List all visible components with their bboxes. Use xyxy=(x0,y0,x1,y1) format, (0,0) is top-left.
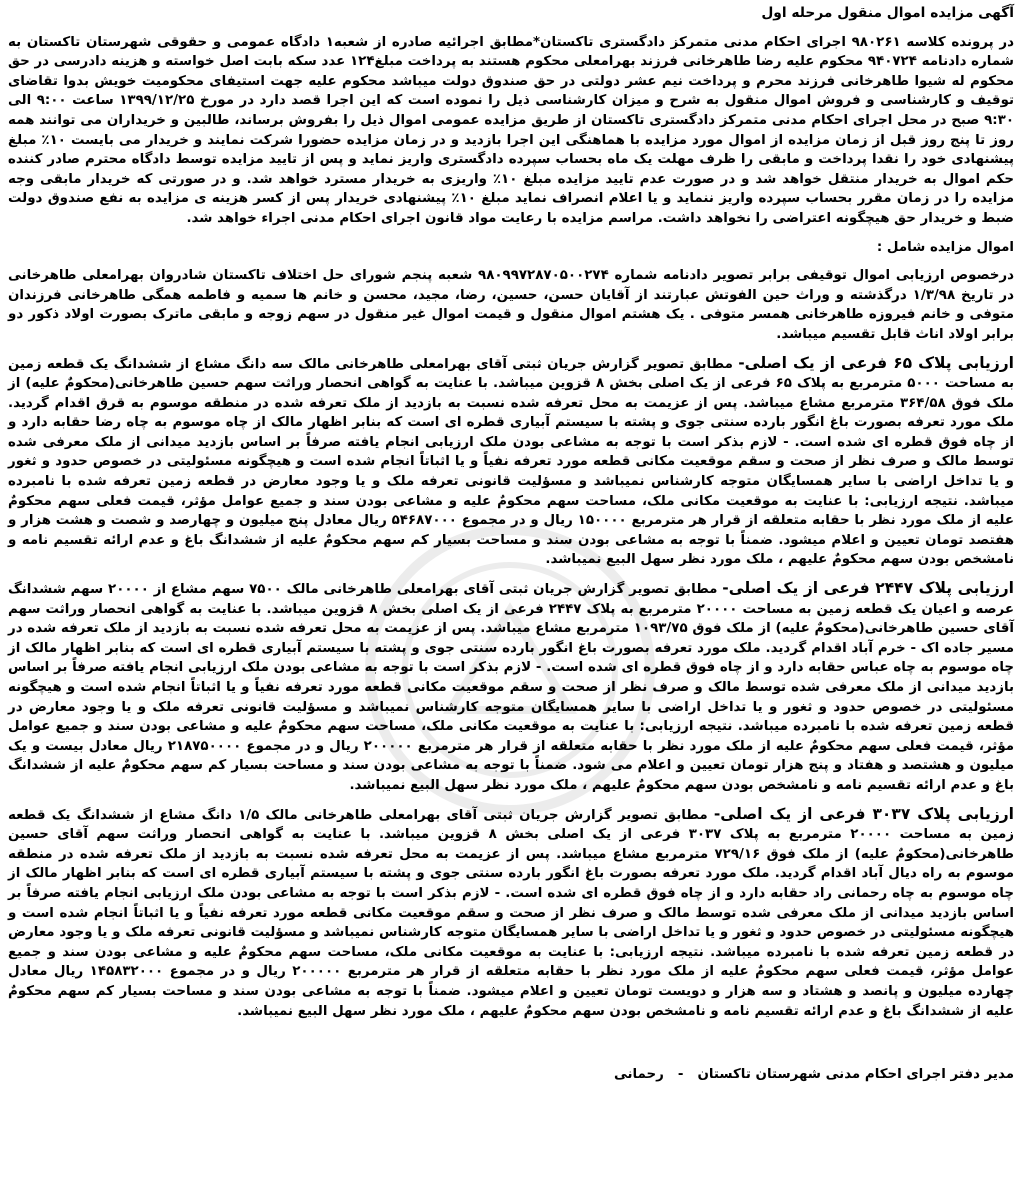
plot-body: مطابق تصویر گزارش جریان ثبتی آقای بهرامعلی طاهرخانی مالک سه دانگ مشاع از ششدانگ یک قطعه زمین به مساحت ۵۰۰۰ مترمربع به پلاک ۶۵ فرعی از یک اصلی بخش ۸ قزوین میباشد. با عنایت به گواهی انحصار وراثت سهم حسین طاهرخانی(محکومٌ علیه) از ملک فوق ۳۶۴/۵۸ مترمربع مشاع میباشد. پس از عزیمت به محل تعرفه شده نسبت به بازدید از ملک تعرفه شده در منطقه موسوم به قرق اقدام گردید. ملک مورد تعرفه بصورت باغ انگور بارده سنتی جوی و پشته با سیستم آبیاری قطره ای است که بنابر اظهار مالک از چاه موسوم به چاه رضا حقابه دارد و از چاه فوق قطره ای شده است. - لازم بذکر است با توجه به مشاعی بودن ملک ارزیابی انجام یافته صرفاً بر اساس بازدید میدانی از ملک معرفی شده توسط مالک و صرف نظر از صحت و سقم موقعیت مکانی قطعه مورد تعرفه نفیاً و یا اثباتاً انجام شده است و هیچگونه مسئولیتی در خصوص حدود و ثغور و یا تداخل اراضی با سایر همسایگان متوجه کارشناس نمیباشد و مسؤلیت قانونی تعرفه ملک و یا وجود معارض در قطعه زمین تعرفه شده با نامبرده میباشد. نتیجه ارزیابی: با عنایت به موقعیت مکانی ملک، مساحت سهم محکومٌ علیه و مشاعی بودن سند و جمیع عوامل مؤثر، قیمت فعلی سهم محکومٌ علیه از ملک مورد نظر با حقابه متعلقه از قرار هر مترمربع ۱۵۰۰۰۰ ریال و در مجموع ۵۴۶۸۷۰۰۰ ریال معادل پنج میلیون و چهارصد و شصت و هشت هزار و هفتصد تومان تعیین و اعلام میشود. ضمناً با توجه به مشاعی بودن سند و مساحت بسیار کم سهم محکومٌ علیه از ششدانگ باغ و عدم ارائه تقسیم نامه و نامشخص بودن سهم محکومٌ علیهم ، ملک مورد نظر سهل البیع نمیباشد. xyxy=(8,356,1015,568)
signature-office: مدیر دفتر اجرای احکام مدنی شهرستان تاکستان xyxy=(697,1067,1014,1083)
plot-title: ارزیابی پلاک ۶۵ فرعی از یک اصلی- xyxy=(738,353,1014,372)
inheritance-paragraph: درخصوص ارزیابی اموال توقیفی برابر تصویر دادنامه شماره ۹۸۰۹۹۷۲۸۷۰۵۰۰۲۷۴ شعبه پنجم شورای حل اختلاف تاکستان شادروان بهرامعلی طاهرخانی در تاریخ ۱/۳/۹۸ درگذشته و وراث حین الفوتش عبارتند از آقایان حسن، حسین، رضا، مجید، محسن و خانم ها سمیه و فاطمه همگی طاهرخانی فرزندان متوفی و خانم فیروزه طاهرخانی همسر متوفی . یک هشتم اموال منقول و قیمت اموال غیر منقول در سهم زوجه و مابقی ماترک بصورت اولاد ذکور دو برابر اولاد اناث قابل تقسیم میباشد. xyxy=(8,268,1014,342)
auction-notice xyxy=(8,4,1014,1085)
plot-body: مطابق تصویر گزارش جریان ثبتی آقای بهرامعلی طاهرخانی مالک ۱/۵ دانگ مشاع از ششدانگ یک قطعه زمین به مساحت ۲۰۰۰۰ مترمربع به پلاک ۳۰۳۷ فرعی از یک اصلی بخش ۸ قزوین میباشد. با عنایت به گواهی انحصار وراثت سهم آقای حسین طاهرخانی(محکومٌ علیه) از ملک فوق ۷۲۹/۱۶ مترمربع مشاع میباشد. پس از عزیمت به محل تعرفه شده نسبت به بازدید از ملک تعرفه شده در منطقه موسوم به راه دیال آباد اقدام گردید. ملک مورد تعرفه بصورت باغ انگور بارده سنتی جوی و پشته با سیستم آبیاری قطره ای است که بنابر اظهار مالک از چاه موسوم به چاه رحمانی راد حقابه دارد و از چاه فوق قطره ای شده است. - لازم بذکر است با توجه به مشاعی بودن ملک ارزیابی انجام یافته صرفاً بر اساس بازدید میدانی از ملک معرفی شده توسط مالک و صرف نظر از صحت و سقم موقعیت مکانی قطعه مورد تعرفه نفیاً و یا اثباتاً انجام شده است و هیچگونه مسئولیتی در خصوص حدود و ثغور و یا تداخل اراضی با سایر همسایگان متوجه کارشناس نمیباشد و مسؤلیت قانونی تعرفه ملک و یا وجود معارض در قطعه زمین تعرفه شده با نامبرده میباشد. نتیجه ارزیابی: با عنایت به موقعیت مکانی ملک، مساحت سهم محکومٌ علیه و مشاعی بودن سند و جمیع عوامل مؤثر، قیمت فعلی سهم محکومٌ علیه از ملک مورد نظر با حقابه متعلقه از قرار هر مترمربع ۲۰۰۰۰۰ ریال و در مجموع ۱۴۵۸۳۲۰۰۰ ریال معادل چهارده میلیون و پانصد و هشتاد و سه هزار و دویست تومان تعیین و اعلام میشود. ضمناً با توجه به مشاعی بودن سند و مساحت بسیار کم سهم محکومٌ علیه از ششدانگ باغ و عدم ارائه تقسیم نامه و نامشخص بودن سهم محکومٌ علیهم ، ملک مورد نظر سهل البیع نمیباشد. xyxy=(8,807,1015,1019)
plot-section-3037 xyxy=(8,805,1014,1022)
intro-paragraph: در پرونده کلاسه ۹۸۰۲۶۱ اجرای احکام مدنی متمرکز دادگستری تاکستان*مطابق اجرائیه صادره از شعبه۱ دادگاه عمومی و حقوقی شهرستان تاکستان به شماره دادنامه ۹۴۰۷۲۴ محکوم علیه رضا طاهرخانی فرزند بهرامعلی محکوم هستند به پرداخت مبلغ۱۲۴ عدد سکه بابت اصل خواسته و هزینه دادرسی در حق محکوم له شیوا طاهرخانی فرزند محرم و پرداخت نیم عشر دولتی در حق صندوق دولت میباشد محکوم علیه جهت استیفای محکومیت خویش بدوا تقاضای توقیف و کارشناسی و فروش اموال منقول به شرح و میزان کارشناسی ذیل را نموده است که این اجرا قصد دارد در مورخ ۱۳۹۹/۱۲/۲۵ ساعت ۹:۰۰ الی ۹:۳۰ صبح در محل اجرای احکام مدنی متمرکز دادگستری تاکستان از طریق مزایده عمومی اموال ذیل را بفروش برساند، طالبین و خریداران می توانند همه روز تا پنج روز قبل از زمان مزایده از اموال مورد مزایده با هماهنگی این اجرا بازدید و در زمان مزایده حضورا شرکت نمایند و خریدار می بایست ۱۰٪ مبلغ پیشنهادی خود را نقدا پرداخت و مابقی را ظرف مهلت یک ماه بحساب سپرده دادگستری واریز نماید و پس از تایید مزایده توسط دادگاه محترم صادر کننده حکم اموال به خریدار منتقل خواهد شد و در صورت عدم تایید مزایده مبلغ ۱۰٪ واریزی به خریدار مسترد خواهد شد. و در صورتی که خریدار مابقی وجه مزایده را در زمان مقرر بحساب سپرده واریز ننماید و یا اعلام انصراف نماید مبلغ ۱۰٪ پیشنهادی خریدار پس از کسر هزینه ی مزایده به نفع صندوق دولت ضبط و خریدار حق هیچگونه اعتراضی را نخواهد داشت. مراسم مزایده با رعایت مواد قانون اجرای احکام مدنی اجراء خواهد شد. xyxy=(8,34,1014,226)
plot-section-2447 xyxy=(8,579,1014,796)
signature-separator: - xyxy=(677,1067,684,1083)
plot-title: ارزیابی پلاک ۳۰۳۷ فرعی از یک اصلی- xyxy=(713,804,1014,823)
signature-line xyxy=(8,1065,1014,1085)
plot-body: مطابق تصویر گزارش جریان ثبتی آقای بهرامعلی طاهرخانی مالک ۷۵۰۰ سهم مشاع از ۲۰۰۰۰ سهم ششدانگ عرصه و اعیان یک قطعه زمین به مساحت ۲۰۰۰۰ مترمربع به پلاک ۲۴۴۷ فرعی از یک اصلی بخش ۸ قزوین میباشد. با عنایت به گواهی انحصار وراثت سهم آقای حسین طاهرخانی(محکومٌ علیه) از ملک فوق ۱۰۹۳/۷۵ مترمربع مشاع میباشد. پس از عزیمت به محل تعرفه شده نسبت به بازدید از ملک تعرفه شده در مسیر جاده اک - خرم آباد اقدام گردید. ملک مورد تعرفه بصورت باغ انگور بارده سنتی جوی و پشته با سیستم آبیاری قطره ای است که بنابر اظهار مالک از چاه موسوم به چاه عباس حقابه دارد و از چاه فوق قطره ای شده است. - لازم بذکر است با توجه به مشاعی بودن ملک ارزیابی انجام یافته صرفاً بر اساس بازدید میدانی از ملک معرفی شده توسط مالک و صرف نظر از صحت و سقم موقعیت مکانی قطعه مورد تعرفه نفیاً و یا اثباتاً انجام شده است و هیچگونه مسئولیتی در خصوص حدود و ثغور و یا تداخل اراضی با سایر همسایگان متوجه کارشناس نمیباشد و مسؤلیت قانونی تعرفه ملک و یا وجود معارض در قطعه زمین تعرفه شده با نامبرده میباشد. نتیجه ارزیابی: با عنایت به موقعیت مکانی ملک، مساحت سهم محکومٌ علیه و مشاعی بودن سند و جمیع عوامل مؤثر، قیمت فعلی سهم محکومٌ علیه از ملک مورد نظر با حقابه متعلقه از قرار هر مترمربع ۲۰۰۰۰۰ ریال و در مجموع ۲۱۸۷۵۰۰۰۰ ریال معادل بیست و یک میلیون و هشتصد و هفتاد و پنج هزار تومان تعیین و اعلام می شود. ضمناً با توجه به مشاعی بودن سند و مساحت بسیار کم سهم محکومٌ علیه از ششدانگ باغ و عدم ارائه تقسیم نامه و نامشخص بودن سهم محکومٌ علیهم ، ملک مورد نظر سهل البیع نمیباشد. xyxy=(8,582,1015,793)
notice-title: آگهی مزایده اموال منقول مرحله اول xyxy=(761,5,1014,21)
signature-name: رحمانی xyxy=(613,1067,664,1083)
plot-title: ارزیابی پلاک ۲۴۴۷ فرعی از یک اصلی- xyxy=(722,579,1014,598)
plot-section-65 xyxy=(8,354,1014,571)
items-heading: اموال مزایده شامل : xyxy=(876,239,1014,255)
